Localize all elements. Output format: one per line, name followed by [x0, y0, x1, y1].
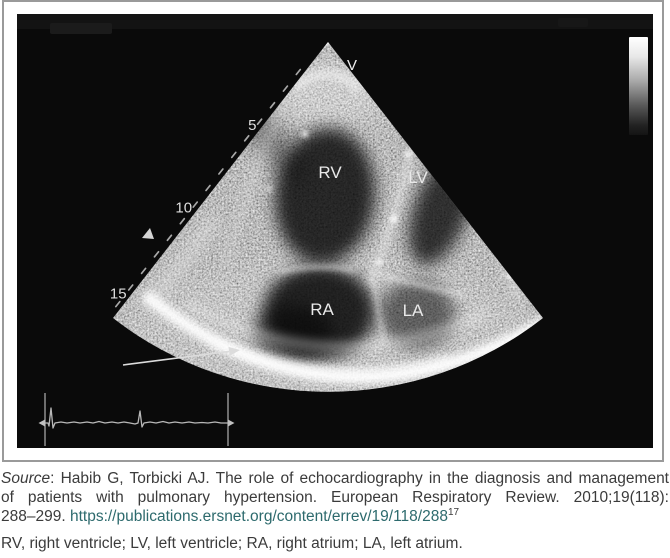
depth-mark-10: 10 [175, 199, 193, 217]
caption-page-range: 288–299. [1, 508, 70, 525]
caption-line-2: of patients with pulmonary hypertension. European Respiratory Review. 2010;19(118): [1, 489, 669, 506]
top-status-band [17, 14, 653, 29]
reference-superscript: 17 [447, 506, 460, 518]
depth-mark-15: 15 [109, 285, 127, 303]
depth-mark-5: 5 [248, 116, 257, 134]
chamber-label-ra: RA [310, 300, 334, 319]
caption-line-1 [1, 469, 669, 488]
caption-line-1-text: : Habib G, Torbicki AJ. The role of echocardiography in the diagnosis and management [50, 470, 669, 487]
caption-line-3 [1, 507, 669, 526]
echo-scene [17, 14, 653, 448]
chamber-label-la: LA [402, 301, 424, 320]
apex-orientation-label: V [346, 57, 358, 74]
figure-caption [1, 469, 669, 553]
source-url-link[interactable]: https://publications.ersnet.org/content/errev/19/118/288 [69, 508, 448, 525]
chamber-label-lv: LV [408, 168, 428, 187]
chamber-label-rv: RV [318, 163, 342, 182]
echocardiogram-image [17, 14, 653, 448]
source-label: Source [1, 470, 51, 487]
grayscale-calibration-bar [629, 37, 648, 135]
abbreviations-line: RV, right ventricle; LV, left ventricle; RA, right atrium; LA, left atrium. [1, 535, 463, 552]
